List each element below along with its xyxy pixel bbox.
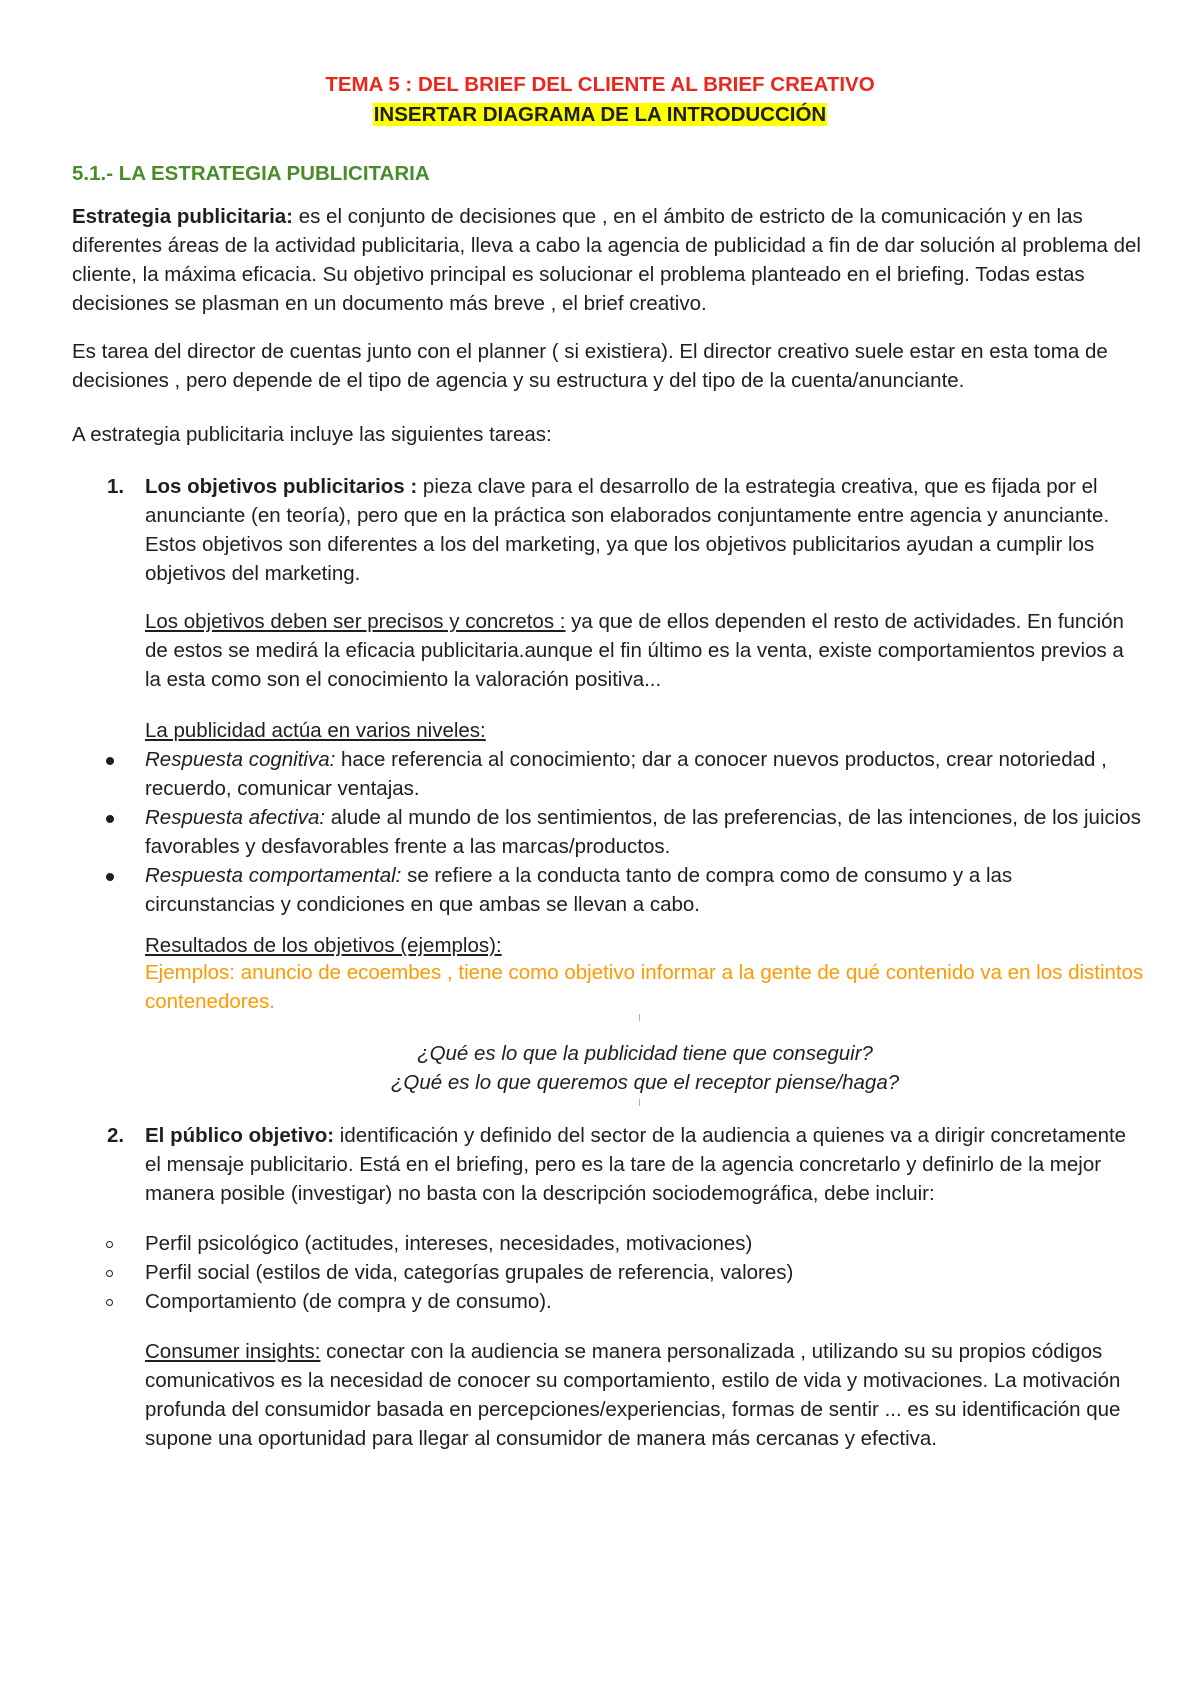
objectives-text: pieza clave para el desarrollo de la estrategia creativa, que es fijada por el anunciante (en teoría), pero que en la práctica son elaborados conjuntamente entre agencia y anunciante. Estos objetivos son diferentes a los del marketing, ya que los objetivos publicitarios ayudan a cumplir los objetivos del marketing. [145,475,1110,585]
example-text: Ejemplos: anuncio de ecoembes , tiene como objetivo informar a la gente de qué contenido va en los distintos contenedores. [145,961,1144,1013]
profile-text: Perfil social (estilos de vida, categorías grupales de referencia, valores) [145,1261,794,1284]
section-heading: 5.1.- LA ESTRATEGIA PUBLICITARIA [72,162,430,185]
bullet-dot-icon [106,815,114,823]
consumer-insights-label: Consumer insights: [145,1340,321,1363]
level-term: Respuesta comportamental: [145,864,402,887]
level-term: Respuesta cognitiva: [145,748,336,771]
list-item [70,1229,1145,1258]
bullet-dot-icon [106,873,114,881]
profiles-list [145,1229,1145,1316]
audience-term: El público objetivo: [145,1124,335,1147]
page-mark [639,1099,640,1106]
page-mark [639,1014,640,1021]
question-2 [145,1068,1145,1097]
paragraph-tasks-intro: A estrategia publicitaria incluye las siguientes tareas: [72,423,552,446]
objectives-precision-text: ya que de ellos dependen el resto de actividades. En función de estos se medirá la eficacia publicitaria.aunque el fin último es la venta, existe comportamientos previos a la esta como son el conocimiento la valoración positiva... [145,610,1124,691]
bullet-ring-icon [106,1270,113,1277]
document-title: TEMA 5 : DEL BRIEF DEL CLIENTE AL BRIEF CREATIVO [325,73,875,96]
level-text: se refiere a la conducta tanto de compra como de consumo y a las circunstancias y condiciones en que ambas se llevan a cabo. [145,864,1013,916]
highlighted-note-text: INSERTAR DIAGRAMA DE LA INTRODUCCIÓN [373,103,827,126]
definition-text: es el conjunto de decisiones que , en el ámbito de estricto de la comunicación y en las diferentes áreas de la actividad publicitaria, lleva a cabo la agencia de publicidad a fin de dar solución al problema del cliente, la máxima eficacia. Su objetivo principal es solucionar el problema planteado en el briefing. Todas estas decisiones se plasman en un documento más breve , el brief creativo. [72,205,1141,315]
level-text: alude al mundo de los sentimientos, de las preferencias, de las intenciones, de los juicios favorables y desfavorables frente a las marcas/productos. [145,806,1141,858]
question-2-text: ¿Qué es lo que queremos que el receptor piense/haga? [390,1071,900,1094]
audience-text: identificación y definido del sector de la audiencia a quienes va a dirigir concretamente el mensaje publicitario. Está en el briefing, pero es la tare de la agencia concretarlo y definirlo de la mejor manera posible (investigar) no basta con la descripción sociodemográfica, debe incluir: [145,1124,1127,1205]
list-item [70,861,1145,919]
profile-text: Comportamiento (de compra y de consumo). [145,1290,552,1313]
list-item [70,1287,1145,1316]
list-item [70,1258,1145,1287]
paragraph-roles: Es tarea del director de cuentas junto con el planner ( si existiera). El director creativo suele estar en esta toma de decisiones , pero depende de el tipo de agencia y su estructura y del tipo de la cuenta/anunciante. [72,340,1108,392]
consumer-insights-text: conectar con la audiencia se manera personalizada , utilizando su su propios códigos comunicativos es la necesidad de conocer su comportamiento, estilo de vida y motivaciones. La motivación profunda del consumidor basada en percepciones/experiencias, formas de sentir ... es su identificación que supone una oportunidad para llegar al consumidor de manera más cercanas y efectiva. [145,1340,1121,1450]
objectives-term: Los objetivos publicitarios : [145,475,418,498]
bullet-ring-icon [106,1299,113,1306]
profile-text: Perfil psicológico (actitudes, intereses, necesidades, motivaciones) [145,1232,753,1255]
level-text: hace referencia al conocimiento; dar a conocer nuevos productos, crear notoriedad , recuerdo, comunicar ventajas. [145,748,1107,800]
list-item-objectives [145,472,1145,588]
list-number-1: 1. [107,475,125,498]
list-item [70,745,1145,803]
bullet-ring-icon [106,1241,113,1248]
list-item-target-audience [145,1121,1145,1208]
definition-term: Estrategia publicitaria: [72,205,294,228]
list-item [70,803,1145,861]
question-1 [145,1039,1145,1068]
question-1-text: ¿Qué es lo que la publicidad tiene que conseguir? [417,1042,873,1065]
level-term: Respuesta afectiva: [145,806,326,829]
consumer-insights-paragraph [145,1337,1145,1453]
levels-label: La publicidad actúa en varios niveles: [145,719,486,742]
definition-paragraph [72,202,1142,318]
levels-list [145,745,1145,919]
highlighted-note [0,100,1200,129]
objectives-precision-paragraph [145,607,1145,694]
results-label: Resultados de los objetivos (ejemplos): [145,934,502,957]
bullet-dot-icon [106,757,114,765]
objectives-precision-label: Los objetivos deben ser precisos y concretos : [145,610,566,633]
list-number-2: 2. [107,1124,125,1147]
